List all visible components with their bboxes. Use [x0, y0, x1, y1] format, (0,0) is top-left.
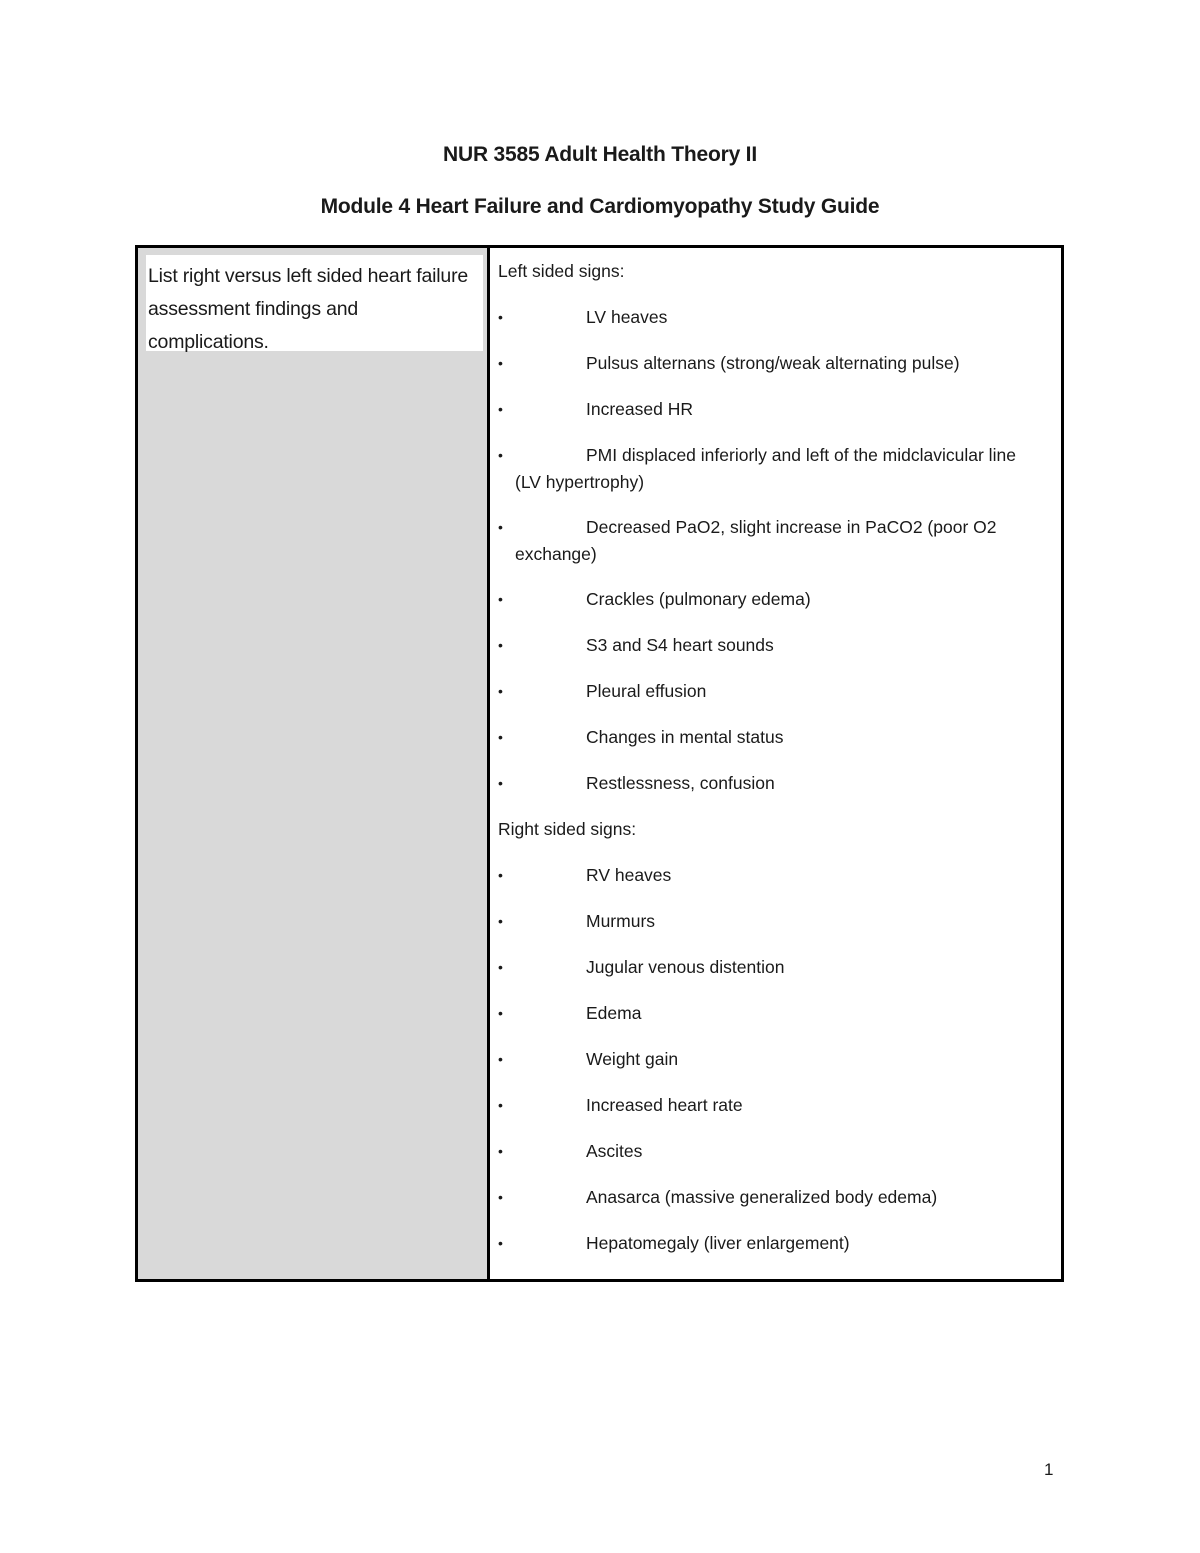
list-item-text: RV heaves: [586, 865, 672, 885]
list-item: [498, 862, 1043, 889]
list-item-text: Restlessness, confusion: [586, 773, 775, 793]
question-text: List right versus left sided heart failure assessment findings and complications.: [148, 265, 469, 353]
list-item-text: Jugular venous distention: [586, 957, 785, 977]
left-sided-heading: Left sided signs:: [498, 261, 625, 281]
list-item-text: Pulsus alternans (strong/weak alternating pulse): [586, 353, 960, 373]
list-item-text: S3 and S4 heart sounds: [586, 635, 774, 655]
list-item-text: PMI displaced inferiorly and left of the midclavicular line (LV hypertrophy): [515, 445, 1016, 492]
bullet-icon: •: [498, 447, 503, 463]
bullet-icon: •: [498, 683, 503, 699]
list-item-text: Pleural effusion: [586, 681, 707, 701]
list-item: [498, 1000, 1043, 1027]
list-item-text: LV heaves: [586, 307, 668, 327]
list-item: [498, 1138, 1043, 1165]
list-item: [498, 442, 1043, 496]
right-sided-heading: Right sided signs:: [498, 819, 637, 839]
bullet-icon: •: [498, 1189, 503, 1205]
bullet-icon: •: [498, 355, 503, 371]
list-item-text: Increased heart rate: [586, 1095, 743, 1115]
bullet-icon: •: [498, 775, 503, 791]
list-item: [498, 586, 1043, 613]
list-item-text: Murmurs: [586, 911, 656, 931]
list-item-text: Crackles (pulmonary edema): [586, 589, 811, 609]
bullet-icon: •: [498, 729, 503, 745]
bullet-icon: •: [498, 401, 503, 417]
bullet-icon: •: [498, 519, 503, 535]
bullet-icon: •: [498, 591, 503, 607]
list-item: [498, 908, 1043, 935]
question-cell: [138, 248, 490, 1279]
list-item: [498, 1184, 1043, 1211]
bullet-icon: •: [498, 1143, 503, 1159]
list-item: [498, 770, 1043, 797]
study-guide-table: [135, 245, 1064, 1282]
list-item-text: Edema: [586, 1003, 642, 1023]
guide-title: Module 4 Heart Failure and Cardiomyopathy Study Guide: [320, 195, 880, 218]
list-item: [498, 396, 1043, 423]
list-item-text: Anasarca (massive generalized body edema): [586, 1187, 938, 1207]
bullet-icon: •: [498, 913, 503, 929]
list-item: [498, 678, 1043, 705]
list-item: [498, 304, 1043, 331]
bullet-icon: •: [498, 1051, 503, 1067]
list-item: [498, 724, 1043, 751]
list-item: [498, 1092, 1043, 1119]
answer-cell: [490, 248, 1061, 1279]
list-item: [498, 514, 1043, 568]
list-item-text: Weight gain: [586, 1049, 679, 1069]
bullet-icon: •: [498, 637, 503, 653]
list-item-text: Increased HR: [586, 399, 693, 419]
bullet-icon: •: [498, 1097, 503, 1113]
bullet-icon: •: [498, 1005, 503, 1021]
list-item: [498, 1230, 1043, 1257]
list-item-text: Hepatomegaly (liver enlargement): [586, 1233, 850, 1253]
list-item-text: Decreased PaO2, slight increase in PaCO2 (poor O2 exchange): [515, 517, 997, 564]
bullet-icon: •: [498, 1235, 503, 1251]
list-item: [498, 632, 1043, 659]
list-item: [498, 350, 1043, 377]
list-item-text: Ascites: [586, 1141, 643, 1161]
course-title: NUR 3585 Adult Health Theory II: [443, 143, 757, 166]
bullet-icon: •: [498, 959, 503, 975]
page-number: 1: [1044, 1460, 1054, 1479]
list-item: [498, 954, 1043, 981]
bullet-icon: •: [498, 867, 503, 883]
bullet-icon: •: [498, 309, 503, 325]
list-item: [498, 1046, 1043, 1073]
question-highlight: [146, 255, 483, 351]
list-item-text: Changes in mental status: [586, 727, 784, 747]
